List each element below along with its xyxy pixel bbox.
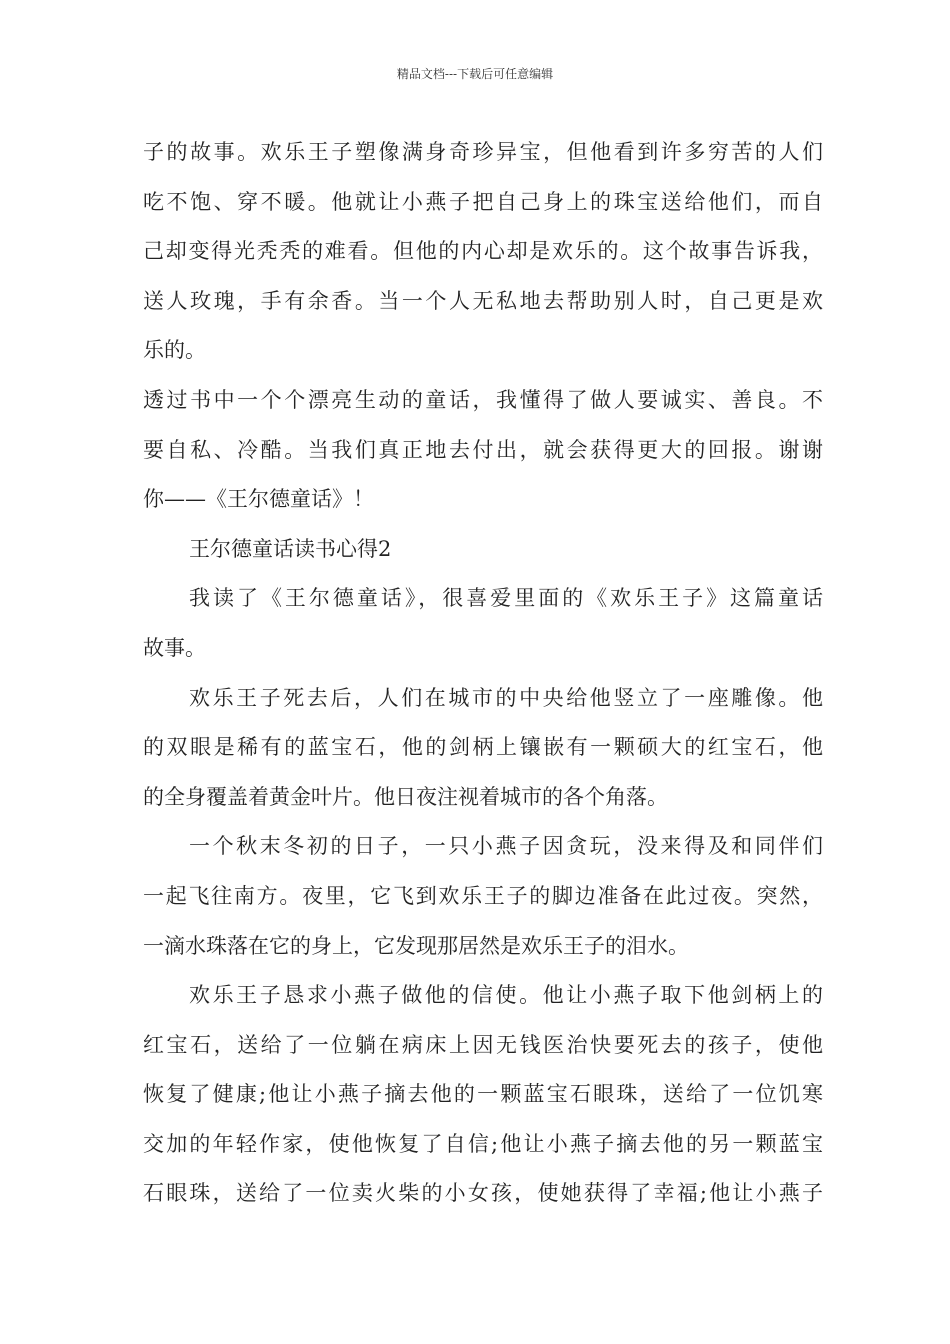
text-line-7: 要自私、冷酷。当我们真正地去付出，就会获得更大的回报。谢谢 — [143, 437, 823, 462]
text-line-12: 欢乐王子死去后，人们在城市的中央给他竖立了一座雕像。他 — [189, 685, 823, 710]
page-header: 精品文档---下载后可任意编辑 — [396, 67, 554, 81]
text-line-3: 己却变得光秃秃的难看。但他的内心却是欢乐的。这个故事告诉我， — [143, 239, 823, 264]
text-line-14: 的全身覆盖着黄金叶片。他日夜注视着城市的各个角落。 — [143, 784, 668, 809]
document-body — [143, 128, 823, 1219]
text-line-21: 交加的年轻作家，使他恢复了自信;他让小燕子摘去他的另一颗蓝宝 — [143, 1131, 823, 1156]
text-line-5: 乐的。 — [143, 338, 206, 363]
text-line-16: 一起飞往南方。夜里，它飞到欢乐王子的脚边准备在此过夜。突然， — [143, 883, 823, 908]
section-heading: 王尔德童话读书心得2 — [189, 536, 392, 561]
text-line-22: 石眼珠，送给了一位卖火柴的小女孩，使她获得了幸福;他让小燕子 — [143, 1181, 823, 1206]
text-line-13: 的双眼是稀有的蓝宝石，他的剑柄上镶嵌有一颗硕大的红宝石，他 — [143, 735, 823, 760]
text-line-15: 一个秋末冬初的日子，一只小燕子因贪玩，没来得及和同伴们 — [189, 834, 823, 859]
text-line-10: 我读了《王尔德童话》，很喜爱里面的《欢乐王子》这篇童话 — [189, 586, 823, 611]
text-line-4: 送人玫瑰，手有余香。当一个人无私地去帮助别人时，自己更是欢 — [143, 288, 823, 313]
text-line-20: 恢复了健康;他让小燕子摘去他的一颗蓝宝石眼珠，送给了一位饥寒 — [143, 1082, 823, 1107]
text-line-2: 吃不饱、穿不暖。他就让小燕子把自己身上的珠宝送给他们，而自 — [143, 189, 823, 214]
text-line-18: 欢乐王子恳求小燕子做他的信使。他让小燕子取下他剑柄上的 — [189, 983, 823, 1008]
text-line-6: 透过书中一个个漂亮生动的童话，我懂得了做人要诚实、善良。不 — [143, 387, 823, 412]
text-line-17: 一滴水珠落在它的身上，它发现那居然是欢乐王子的泪水。 — [143, 933, 689, 958]
text-line-19: 红宝石，送给了一位躺在病床上因无钱医治快要死去的孩子，使他 — [143, 1032, 823, 1057]
text-line-11: 故事。 — [143, 635, 206, 660]
text-line-8: 你——《王尔德童话》！ — [143, 487, 374, 512]
text-line-1: 子的故事。欢乐王子塑像满身奇珍异宝，但他看到许多穷苦的人们 — [143, 140, 823, 164]
